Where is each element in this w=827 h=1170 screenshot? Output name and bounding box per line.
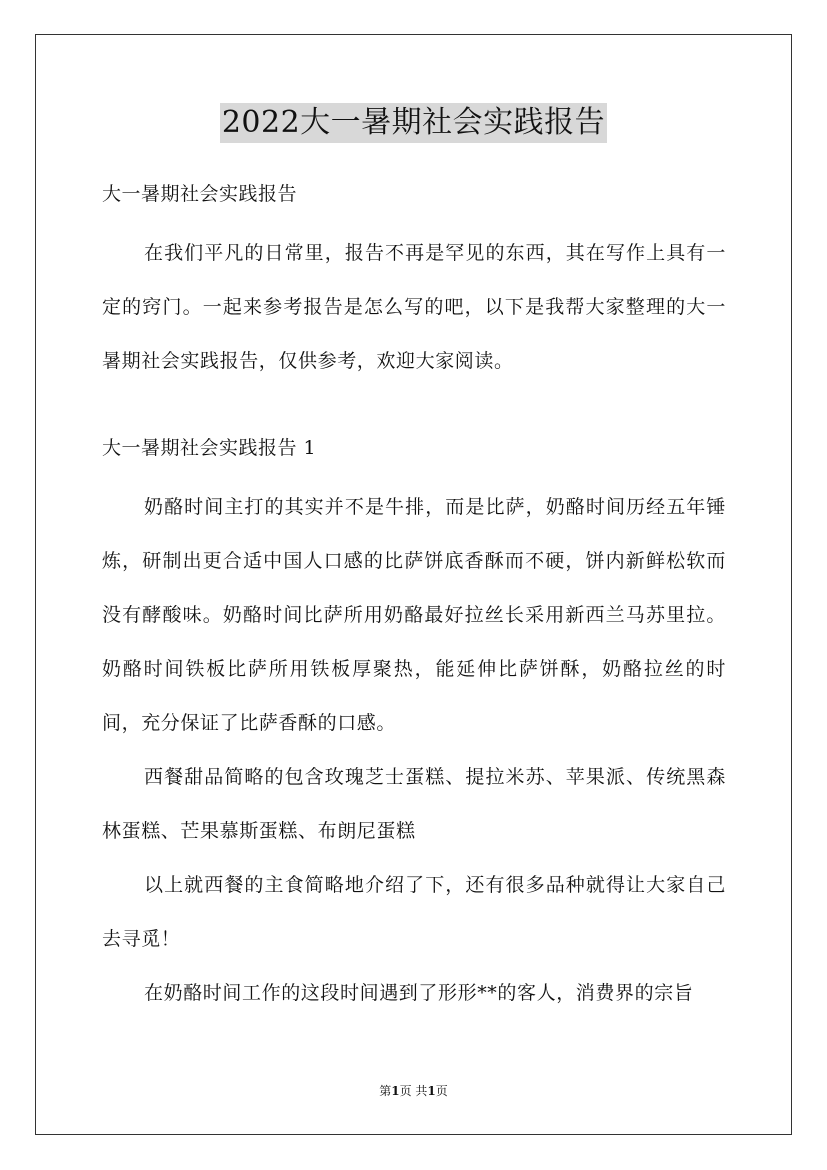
footer-page-prefix: 第	[379, 1084, 392, 1098]
document-body	[102, 176, 726, 1020]
section1-paragraph-4: 在奶酪时间工作的这段时间遇到了形形**的客人，消费界的宗旨	[144, 982, 694, 1004]
intro-heading: 大一暑期社会实践报告	[102, 183, 298, 205]
footer-page-mid: 页 共	[399, 1084, 428, 1098]
intro-paragraph: 在我们平凡的日常里，报告不再是罕见的东西，其在写作上具有一定的窍门。一起来参考报告是怎么写的吧，以下是我帮大家整理的大一暑期社会实践报告，仅供参考，欢迎大家阅读。	[102, 242, 726, 372]
section1-heading: 大一暑期社会实践报告 1	[102, 437, 317, 459]
section1-paragraph-3: 以上就西餐的主食简略地介绍了下，还有很多品种就得让大家自己去寻觅！	[102, 874, 726, 950]
footer-page-current: 1	[391, 1084, 400, 1098]
page-footer	[0, 1082, 827, 1100]
footer-page-total: 1	[427, 1084, 436, 1098]
section1-paragraph-1: 奶酪时间主打的其实并不是牛排，而是比萨，奶酪时间历经五年锤炼，研制出更合适中国人口感的比萨饼底香酥而不硬，饼内新鲜松软而没有酵酸味。奶酪时间比萨所用奶酪最好拉丝长采用新西兰马苏里拉。奶酪时间铁板比萨所用铁板厚聚热，能延伸比萨饼酥，奶酪拉丝的时间，充分保证了比萨香酥的口感。	[102, 496, 726, 734]
section1-paragraph-2: 西餐甜品简略的包含玫瑰芝士蛋糕、提拉米苏、苹果派、传统黑森林蛋糕、芒果慕斯蛋糕、布朗尼蛋糕	[102, 766, 726, 842]
document-title	[0, 102, 827, 143]
footer-page-suffix: 页	[435, 1084, 448, 1098]
document-title-text: 2022大一暑期社会实践报告	[220, 103, 607, 143]
